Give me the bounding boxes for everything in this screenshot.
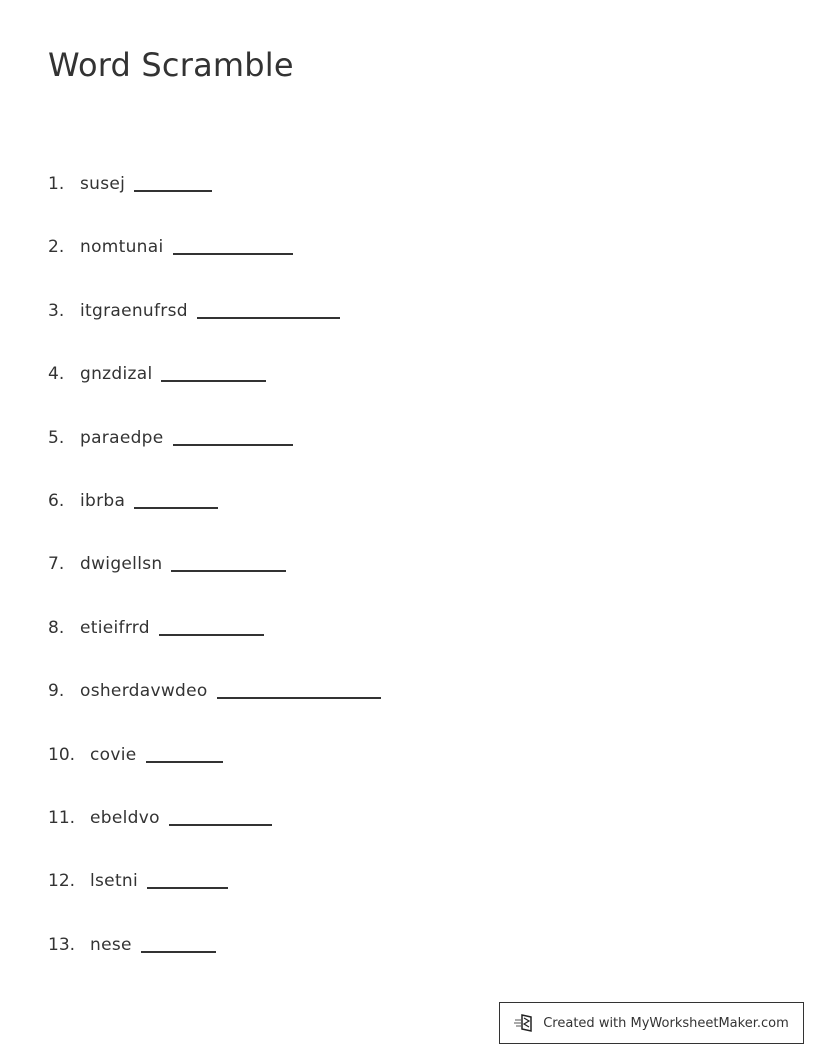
word-list <box>48 174 381 998</box>
list-item <box>48 428 381 491</box>
answer-blank[interactable] <box>169 823 272 826</box>
scrambled-word: ebeldvo <box>90 807 160 828</box>
list-item <box>48 808 381 871</box>
scrambled-word: covie <box>90 744 137 765</box>
item-number: 4. <box>48 364 65 385</box>
scrambled-word: etieifrrd <box>80 617 150 638</box>
list-item <box>48 364 381 427</box>
scrambled-word: gnzdizal <box>80 364 153 385</box>
answer-blank[interactable] <box>146 760 223 763</box>
list-item <box>48 554 381 617</box>
answer-blank[interactable] <box>173 252 293 255</box>
item-number: 3. <box>48 300 65 321</box>
list-item <box>48 301 381 364</box>
list-item <box>48 237 381 300</box>
item-number: 6. <box>48 490 65 511</box>
scrambled-word: ibrba <box>80 490 126 511</box>
item-number: 2. <box>48 237 65 258</box>
list-item <box>48 681 381 744</box>
list-item <box>48 491 381 554</box>
item-number: 7. <box>48 554 65 575</box>
item-number: 13. <box>48 934 76 955</box>
page-title: Word Scramble <box>48 46 294 84</box>
item-number: 10. <box>48 744 76 765</box>
list-item <box>48 174 381 237</box>
scrambled-word: nese <box>90 934 132 955</box>
answer-blank[interactable] <box>147 886 228 889</box>
answer-blank[interactable] <box>171 569 286 572</box>
scrambled-word: dwigellsn <box>80 554 163 575</box>
scrambled-word: lsetni <box>90 871 139 892</box>
answer-blank[interactable] <box>141 950 216 953</box>
list-item <box>48 745 381 808</box>
item-number: 11. <box>48 807 76 828</box>
answer-blank[interactable] <box>159 633 264 636</box>
answer-blank[interactable] <box>134 506 218 509</box>
footer-credit[interactable] <box>499 1002 804 1044</box>
answer-blank[interactable] <box>217 696 381 699</box>
scrambled-word: nomtunai <box>80 237 164 258</box>
scrambled-word: itgraenufrsd <box>80 300 188 321</box>
answer-blank[interactable] <box>134 189 212 192</box>
item-number: 5. <box>48 427 65 448</box>
scrambled-word: osherdavwdeo <box>80 681 208 702</box>
answer-blank[interactable] <box>197 316 340 319</box>
list-item <box>48 618 381 681</box>
item-number: 9. <box>48 681 65 702</box>
item-number: 1. <box>48 174 65 194</box>
item-number: 12. <box>48 871 76 892</box>
footer-text: Created with MyWorksheetMaker.com <box>543 1015 789 1031</box>
list-item <box>48 871 381 934</box>
scrambled-word: susej <box>80 174 126 194</box>
item-number: 8. <box>48 617 65 638</box>
scrambled-word: paraedpe <box>80 427 164 448</box>
answer-blank[interactable] <box>161 379 266 382</box>
answer-blank[interactable] <box>173 443 293 446</box>
list-item <box>48 935 381 998</box>
worksheet-maker-logo-icon <box>514 1013 536 1033</box>
